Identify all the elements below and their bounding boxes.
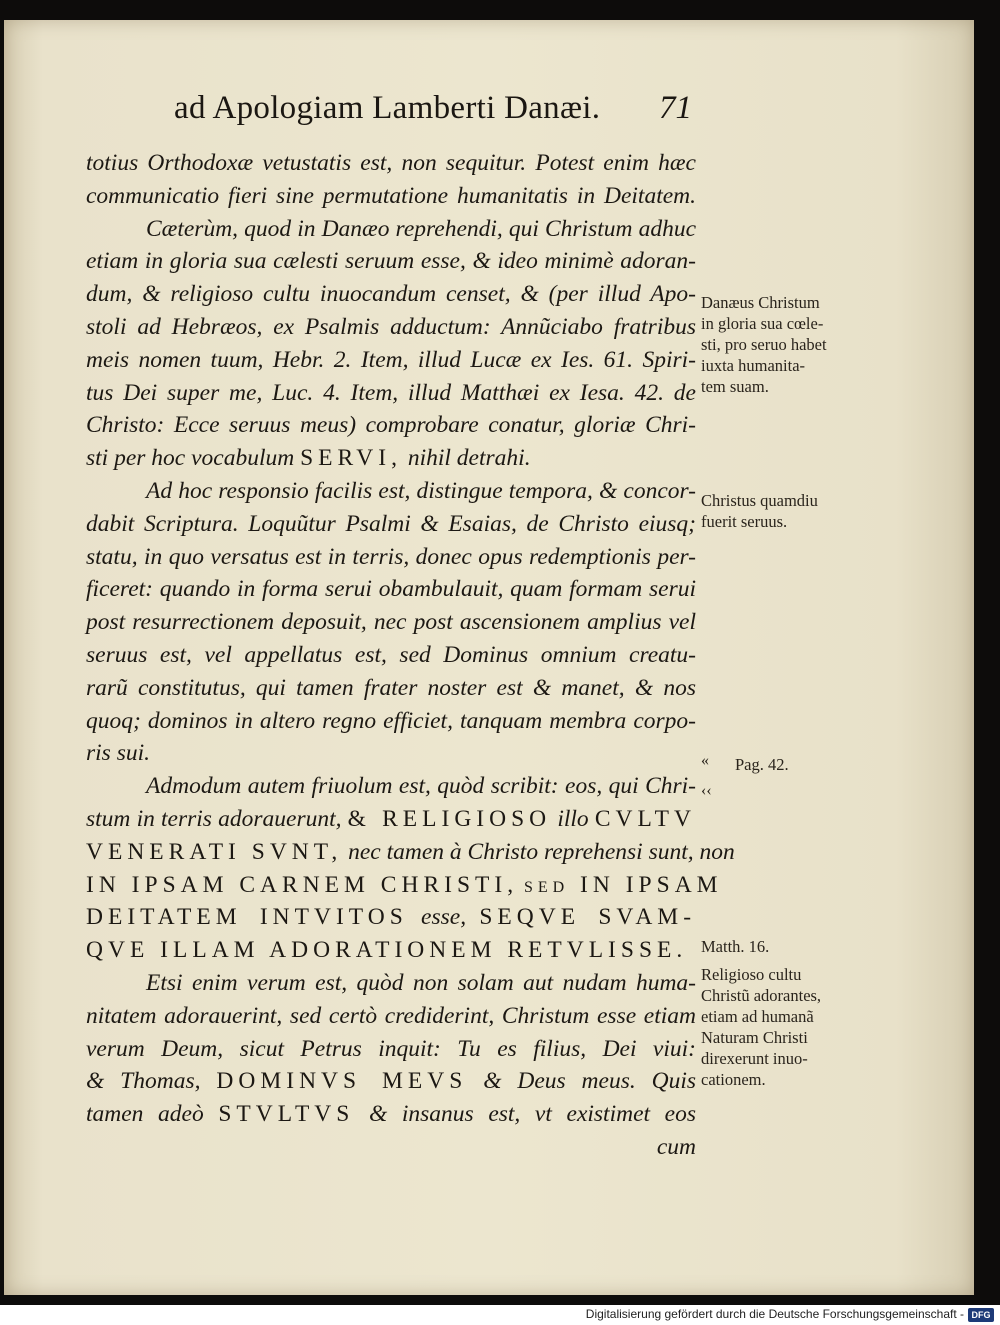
text-line xyxy=(86,869,723,902)
margin-note-matth: Matth. 16. xyxy=(701,937,770,956)
small-caps-word: & RELIGIOSO xyxy=(347,805,552,832)
margin-note-religioso: Religioso cultu Christũ adorantes, etiam ad humanã Naturam Christi direxerunt inuo- cationem. xyxy=(701,965,822,1089)
text-line: communicatio fieri sine permutatione humanitatis in Deitatem. xyxy=(86,182,696,209)
text-line: rarũ constitutus, qui tamen frater noster est & manet, & nos xyxy=(86,674,696,701)
text-line: Cæterùm, quod in Danæo reprehendi, qui Christum adhuc xyxy=(146,215,696,242)
text-line: Ad hoc responsio facilis est, distingue tempora, & concor- xyxy=(146,477,696,504)
text-line: Etsi enim verum est, quòd non solam aut nudam huma- xyxy=(146,969,696,996)
footer-credit-text: Digitalisierung gefördert durch die Deutsche Forschungsgemeinschaft - xyxy=(585,1307,964,1321)
running-head: ad Apologiam Lamberti Danæi. xyxy=(174,90,601,126)
dfg-logo: DFG xyxy=(968,1308,994,1322)
text-line: meis nomen tuum, Hebr. 2. Item, illud Lucæ ex Ies. 61. Spiri- xyxy=(86,346,696,373)
text-line xyxy=(86,803,696,836)
small-caps-word: SERVI, xyxy=(300,445,402,472)
text-line: post resurrectionem deposuit, nec post ascensionem amplius vel xyxy=(86,609,696,636)
small-caps-word: sed IN IPSAM xyxy=(523,871,723,898)
small-caps-word: VENERATI SVNT, xyxy=(86,838,343,865)
text-line: tus Dei super me, Luc. 4. Item, illud Matthæi ex Iesa. 42. de xyxy=(86,379,696,406)
text-run: sti per hoc vocabulum xyxy=(86,445,295,472)
text-line xyxy=(86,1098,696,1131)
margin-note-page-ref: Pag. 42. xyxy=(735,755,789,774)
text-line xyxy=(86,901,696,934)
text-line: totius Orthodoxæ vetustatis est, non sequitur. Potest enim hæc xyxy=(86,150,696,176)
text-line: QVE ILLAM ADORATIONEM RETVLISSE. xyxy=(86,937,688,964)
text-run: nec tamen à Christo reprehensi sunt, non xyxy=(348,838,735,865)
small-caps-word: STVLTVS xyxy=(218,1101,355,1128)
text-run: illo xyxy=(557,805,589,832)
page-number: 71 xyxy=(659,90,692,126)
text-line: seruus est, vel appellatus est, sed Dominus omnium creatu- xyxy=(86,641,696,668)
small-caps-word: SEQVE SVAM- xyxy=(479,904,697,931)
main-text-block xyxy=(86,147,735,1164)
margin-note-christus: Christus quamdiu fuerit seruus. xyxy=(701,491,818,531)
text-line: quoq; dominos in altero regno efficiet, tanquam membra corpo- xyxy=(86,707,696,734)
text-line: dum, & religioso cultu inuocandum censet, & (per illud Apo- xyxy=(86,281,696,308)
quote-mark: ‹‹ xyxy=(701,782,712,799)
text-run: stum in terris adorauerunt, xyxy=(86,805,342,832)
text-run: tamen adeò xyxy=(86,1101,204,1128)
text-line: ficeret: quando in forma serui obambulauit, quam formam serui xyxy=(86,576,696,603)
text-run: & insanus est, vt existimet eos xyxy=(368,1101,696,1128)
text-line: statu, in quo versatus est in terris, donec opus redemptionis per- xyxy=(86,543,696,570)
text-run: & Thomas, xyxy=(86,1068,201,1095)
text-run: & Deus meus. Quis xyxy=(483,1068,697,1095)
quote-mark: « xyxy=(701,752,709,769)
text-run: nihil detrahi. xyxy=(407,445,531,472)
small-caps-word: DEITATEM INTVITOS xyxy=(86,904,408,931)
text-line xyxy=(86,442,696,475)
text-line: Christo: Ecce seruus meus) comprobare conatur, gloriæ Chri- xyxy=(86,412,696,439)
book-page xyxy=(4,20,974,1295)
small-caps-word: IN IPSAM CARNEM CHRISTI, xyxy=(86,871,519,898)
small-caps-word: DOMINVS MEVS xyxy=(216,1068,468,1095)
text-line: nitatem adorauerint, sed certò crediderint, Christum esse etiam xyxy=(86,1002,696,1029)
text-line: verum Deum, sicut Petrus inquit: Tu es filius, Dei viui: xyxy=(86,1035,696,1062)
text-line: etiam in gloria sua cælesti seruum esse, & ideo minimè adoran- xyxy=(86,248,696,275)
text-line: ris sui. xyxy=(86,740,150,767)
catchword: cum xyxy=(656,1133,696,1160)
text-line: stoli ad Hebræos, ex Psalmis adductum: Annũciabo fratribus xyxy=(86,313,696,340)
footer-bar xyxy=(0,1305,1000,1325)
text-line xyxy=(86,836,735,869)
margin-note-danaeus: Danæus Christum in gloria sua cœle- sti, pro seruo habet iuxta humanita- tem suam. xyxy=(701,293,827,396)
text-line: Admodum autem friuolum est, quòd scribit: eos, qui Chri- xyxy=(146,773,696,800)
small-caps-word: CVLTV xyxy=(594,805,696,832)
text-line xyxy=(86,1065,696,1098)
text-line: dabit Scriptura. Loquũtur Psalmi & Esaias, de Christo eiusq; xyxy=(86,510,696,537)
text-run: esse, xyxy=(421,904,467,931)
